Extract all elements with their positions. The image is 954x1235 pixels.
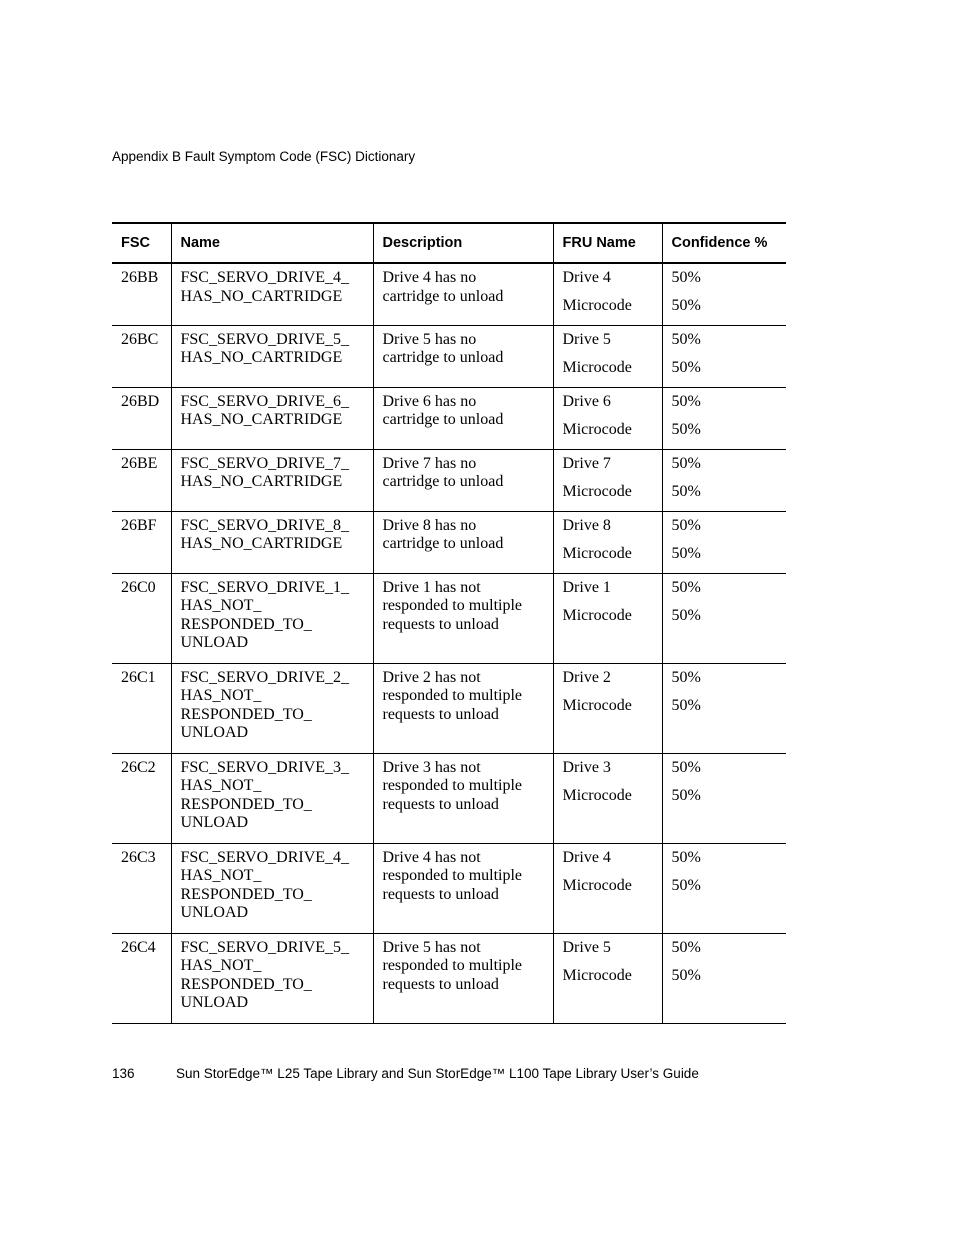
confidence-cell [662, 663, 786, 753]
table-row [112, 843, 786, 933]
fru-name-cell [553, 263, 662, 325]
header-row [112, 223, 786, 263]
fsc-name-line: HAS_NO_CARTRIDGE [180, 473, 343, 490]
confidence-cell [662, 449, 786, 511]
description-line: requests to unload [382, 795, 499, 813]
fru-name-line: Drive 5 [562, 938, 611, 956]
fsc-code-cell: 26C4 [112, 933, 171, 1023]
fsc-name-line: HAS_NOT_ [180, 687, 262, 704]
description-line: responded to multiple [382, 597, 523, 614]
fru-name-cell [553, 933, 662, 1023]
column-header-description: Description [373, 223, 553, 263]
description-line: Drive 4 has not [382, 848, 481, 866]
description-cell [373, 933, 553, 1023]
fsc-name-line: FSC_SERVO_DRIVE_4_ [180, 848, 350, 866]
confidence-value: 50% [671, 938, 701, 956]
description-line: Drive 1 has not [382, 578, 481, 596]
description-line: requests to unload [382, 615, 499, 633]
fsc-name-line: UNLOAD [180, 724, 249, 741]
fsc-name-line: FSC_SERVO_DRIVE_8_ [180, 516, 350, 534]
table-row [112, 325, 786, 387]
fru-name-line: Microcode [562, 606, 632, 624]
page-number: 136 [112, 1066, 135, 1081]
confidence-cell [662, 933, 786, 1023]
description-line: Drive 3 has not [382, 758, 481, 776]
confidence-value: 50% [671, 269, 701, 286]
fsc-code-cell: 26C0 [112, 573, 171, 663]
fsc-name-line: FSC_SERVO_DRIVE_5_ [180, 330, 350, 348]
fru-name-line: Drive 3 [562, 758, 611, 776]
confidence-value: 50% [671, 420, 701, 438]
confidence-value: 50% [671, 544, 701, 562]
description-line: cartridge to unload [382, 411, 504, 428]
description-line: Drive 4 has no [382, 269, 477, 286]
fru-name-cell [553, 663, 662, 753]
description-line: Drive 5 has not [382, 938, 481, 956]
description-line: Drive 2 has not [382, 668, 481, 686]
fsc-name-line: FSC_SERVO_DRIVE_1_ [180, 578, 350, 596]
confidence-cell [662, 843, 786, 933]
fru-name-line: Drive 2 [562, 668, 611, 686]
fsc-name-line: UNLOAD [180, 814, 249, 831]
confidence-value: 50% [671, 966, 701, 984]
description-line: Drive 7 has no [382, 454, 477, 472]
fru-name-line: Drive 4 [562, 848, 611, 866]
confidence-cell [662, 573, 786, 663]
fsc-code-cell: 26BE [112, 449, 171, 511]
fsc-name-line: UNLOAD [180, 994, 249, 1011]
running-header: Appendix B Fault Symptom Code (FSC) Dictionary [112, 149, 416, 164]
confidence-cell [662, 753, 786, 843]
fsc-name-line: FSC_SERVO_DRIVE_2_ [180, 668, 350, 686]
confidence-value: 50% [671, 578, 701, 596]
column-header-fsc: FSC [112, 223, 171, 263]
fru-name-line: Microcode [562, 420, 632, 438]
confidence-value: 50% [671, 482, 701, 500]
fru-name-cell [553, 573, 662, 663]
description-cell [373, 325, 553, 387]
fru-name-line: Drive 6 [562, 392, 611, 410]
fsc-name-line: FSC_SERVO_DRIVE_3_ [180, 758, 350, 776]
description-cell [373, 753, 553, 843]
description-line: requests to unload [382, 885, 499, 903]
description-line: requests to unload [382, 975, 499, 993]
fsc-name-line: HAS_NO_CARTRIDGE [180, 349, 343, 366]
fsc-name-line: RESPONDED_TO_ [180, 795, 312, 813]
column-header-confidence: Confidence % [662, 223, 786, 263]
fsc-name-line: HAS_NOT_ [180, 597, 262, 614]
confidence-cell [662, 263, 786, 325]
fru-name-line: Microcode [562, 358, 632, 376]
description-line: responded to multiple [382, 957, 523, 974]
description-line: cartridge to unload [382, 349, 504, 366]
confidence-value: 50% [671, 454, 701, 472]
fsc-name-line: HAS_NOT_ [180, 777, 262, 794]
fsc-name-line: HAS_NOT_ [180, 957, 262, 974]
fsc-name-cell [171, 573, 373, 663]
fsc-name-line: FSC_SERVO_DRIVE_6_ [180, 392, 350, 410]
fsc-name-cell [171, 933, 373, 1023]
confidence-cell [662, 387, 786, 449]
fru-name-cell [553, 753, 662, 843]
table-row [112, 573, 786, 663]
table-row [112, 753, 786, 843]
fru-name-line: Drive 1 [562, 578, 611, 596]
fru-name-line: Microcode [562, 786, 632, 804]
confidence-value: 50% [671, 786, 701, 804]
table-header [112, 223, 786, 263]
fsc-name-line: RESPONDED_TO_ [180, 885, 312, 903]
fru-name-cell [553, 843, 662, 933]
confidence-value: 50% [671, 392, 701, 410]
fsc-name-cell [171, 663, 373, 753]
description-cell [373, 573, 553, 663]
confidence-value: 50% [671, 297, 701, 314]
column-header-name: Name [171, 223, 373, 263]
description-cell [373, 449, 553, 511]
fsc-name-cell [171, 263, 373, 325]
description-line: responded to multiple [382, 867, 523, 884]
table-body [112, 263, 786, 1023]
fsc-name-line: RESPONDED_TO_ [180, 975, 312, 993]
fsc-name-line: RESPONDED_TO_ [180, 705, 312, 723]
confidence-cell [662, 511, 786, 573]
table-row [112, 933, 786, 1023]
fru-name-cell [553, 387, 662, 449]
fru-name-cell [553, 449, 662, 511]
description-line: Drive 6 has no [382, 392, 477, 410]
description-line: cartridge to unload [382, 473, 504, 490]
confidence-value: 50% [671, 668, 701, 686]
fsc-name-cell [171, 843, 373, 933]
fru-name-line: Drive 5 [562, 330, 611, 348]
description-line: Drive 8 has no [382, 516, 477, 534]
description-line: Drive 5 has no [382, 330, 477, 348]
confidence-value: 50% [671, 876, 701, 894]
confidence-value: 50% [671, 516, 701, 534]
fsc-name-line: FSC_SERVO_DRIVE_7_ [180, 454, 350, 472]
fru-name-cell [553, 511, 662, 573]
column-header-fru-name: FRU Name [553, 223, 662, 263]
fru-name-line: Drive 4 [562, 269, 611, 286]
fru-name-line: Microcode [562, 876, 632, 894]
table-row [112, 387, 786, 449]
fsc-name-cell [171, 449, 373, 511]
description-cell [373, 511, 553, 573]
fsc-name-line: HAS_NO_CARTRIDGE [180, 535, 343, 552]
fsc-name-line: HAS_NOT_ [180, 867, 262, 884]
fsc-name-line: RESPONDED_TO_ [180, 615, 312, 633]
fsc-name-line: HAS_NO_CARTRIDGE [180, 287, 343, 305]
table-row [112, 663, 786, 753]
fsc-code-cell: 26C3 [112, 843, 171, 933]
fsc-name-cell [171, 325, 373, 387]
fru-name-line: Microcode [562, 696, 632, 714]
fsc-name-line: FSC_SERVO_DRIVE_5_ [180, 938, 350, 956]
book-title: Sun StorEdge™ L25 Tape Library and Sun StorEdge™ L100 Tape Library User’s Guide [176, 1066, 699, 1081]
fsc-name-cell [171, 753, 373, 843]
confidence-value: 50% [671, 606, 701, 624]
fru-name-line: Drive 8 [562, 516, 611, 534]
table-row [112, 263, 786, 325]
description-cell [373, 843, 553, 933]
fsc-code-cell: 26BC [112, 325, 171, 387]
description-line: responded to multiple [382, 777, 523, 794]
fsc-name-line: HAS_NO_CARTRIDGE [180, 411, 343, 428]
fru-name-line: Microcode [562, 544, 632, 562]
description-line: cartridge to unload [382, 287, 504, 305]
description-cell [373, 263, 553, 325]
fsc-name-line: FSC_SERVO_DRIVE_4_ [180, 269, 350, 286]
confidence-value: 50% [671, 358, 701, 376]
fru-name-line: Drive 7 [562, 454, 611, 472]
fsc-code-cell: 26BD [112, 387, 171, 449]
fru-name-line: Microcode [562, 482, 632, 500]
confidence-value: 50% [671, 696, 701, 714]
fsc-name-line: UNLOAD [180, 634, 249, 651]
fsc-name-cell [171, 387, 373, 449]
fsc-code-cell: 26BF [112, 511, 171, 573]
fsc-name-line: UNLOAD [180, 904, 249, 921]
fru-name-line: Microcode [562, 297, 632, 314]
fru-name-cell [553, 325, 662, 387]
confidence-value: 50% [671, 848, 701, 866]
table-row [112, 511, 786, 573]
confidence-value: 50% [671, 330, 701, 348]
description-line: cartridge to unload [382, 535, 504, 552]
description-cell [373, 387, 553, 449]
confidence-cell [662, 325, 786, 387]
fsc-code-cell: 26C1 [112, 663, 171, 753]
fru-name-line: Microcode [562, 966, 632, 984]
description-line: requests to unload [382, 705, 499, 723]
description-cell [373, 663, 553, 753]
description-line: responded to multiple [382, 687, 523, 704]
fsc-table [112, 222, 786, 1024]
fsc-code-cell: 26C2 [112, 753, 171, 843]
fsc-code-cell: 26BB [112, 263, 171, 325]
confidence-value: 50% [671, 758, 701, 776]
fsc-name-cell [171, 511, 373, 573]
table-row [112, 449, 786, 511]
